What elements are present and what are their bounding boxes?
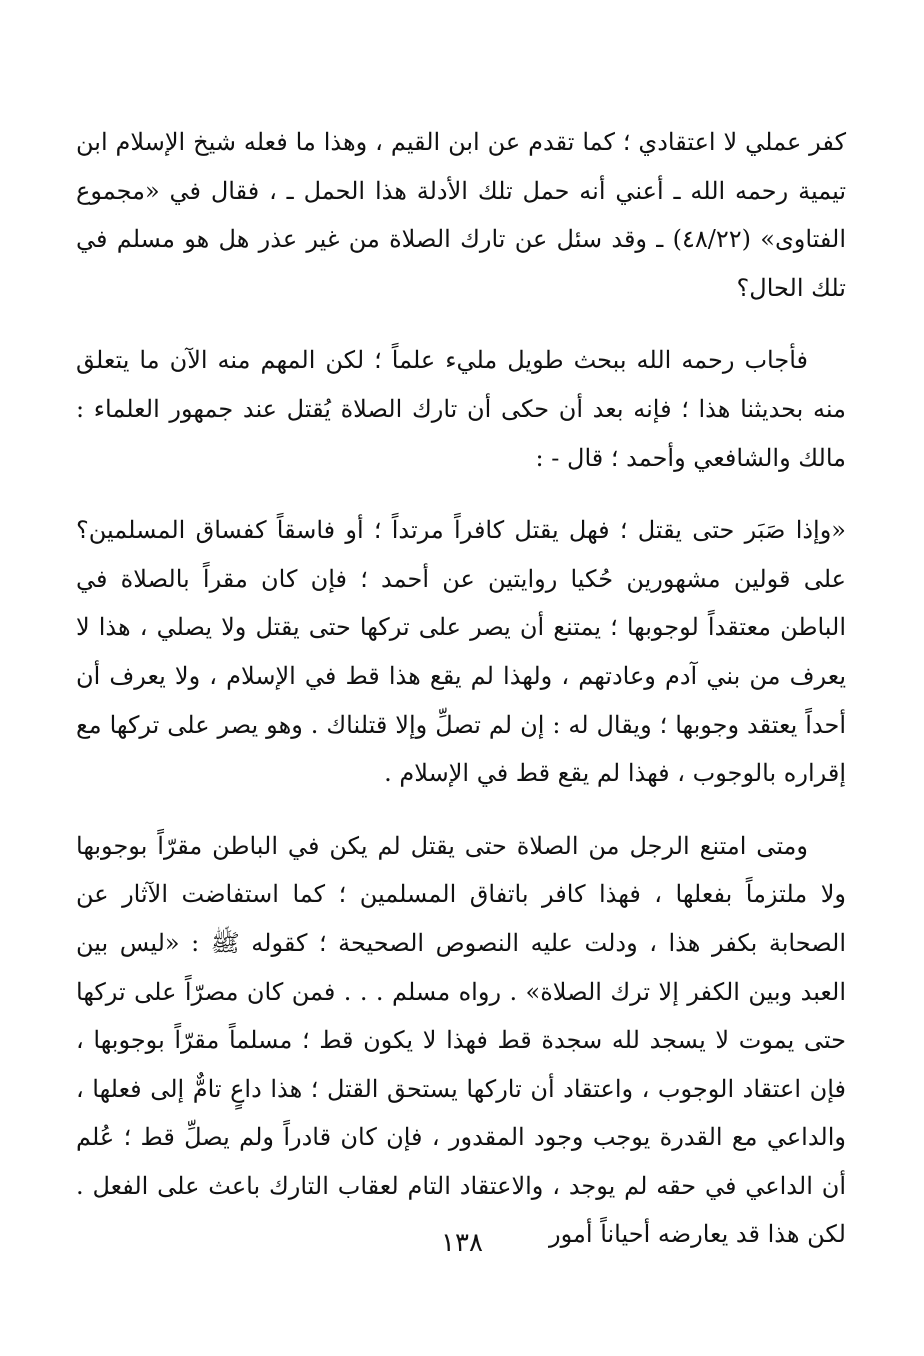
paragraph-3-quote: «وإذا صَبَر حتى يقتل ؛ فهل يقتل كافراً مرتداً ؛ أو فاسقاً كفساق المسلمين؟ على قولين مشهورين حُكيا روايتين عن أحمد ؛ فإن كان مقراً بالصلاة في الباطن معتقداً لوجوبها ؛ يمتنع أن يصر على تركها حتى يقتل ولا يصلي ، هذا لا يعرف من بني آدم وعادتهم ، ولهذا لم يقع هذا قط في الإسلام ، ولا يعرف أن أحداً يعتقد وجوبها ؛ ويقال له : إن لم تصلِّ وإلا قتلناك . وهو يصر على تركها مع إقراره بالوجوب ، فهذا لم يقع قط في الإسلام . <box>76 516 846 788</box>
paragraph-1: كفر عملي لا اعتقادي ؛ كما تقدم عن ابن القيم ، وهذا ما فعله شيخ الإسلام ابن تيمية رحمه الله ـ أعني أنه حمل تلك الأدلة هذا الحمل ـ ، فقال في «مجموع الفتاوى» (٤٨/٢٢) ـ وقد سئل عن تارك الصلاة من غير عذر هل هو مسلم في تلك الحال؟ <box>76 128 846 302</box>
paragraph-2: فأجاب رحمه الله ببحث طويل مليء علماً ؛ لكن المهم منه الآن ما يتعلق منه بحديثنا هذا ؛ فإنه بعد أن حكى أن تارك الصلاة يُقتل عند جمهور العلماء : مالك والشافعي وأحمد ؛ قال - : <box>76 346 846 472</box>
page-body <box>76 118 846 1283</box>
page-number: ١٣٨ <box>441 1228 483 1258</box>
paragraph-4: ومتى امتنع الرجل من الصلاة حتى يقتل لم يكن في الباطن مقرّاً بوجوبها ولا ملتزماً بفعلها ، فهذا كافر باتفاق المسلمين ؛ كما استفاضت الآثار عن الصحابة بكفر هذا ، ودلت عليه النصوص الصحيحة ؛ كقوله ﷺ : «ليس بين العبد وبين الكفر إلا ترك الصلاة» . رواه مسلم . . . فمن كان مصرّاً على تركها حتى يموت لا يسجد لله سجدة قط فهذا لا يكون قط ؛ مسلماً مقرّاً بوجوبها ، فإن اعتقاد الوجوب ، واعتقاد أن تاركها يستحق القتل ؛ هذا داعٍ تامٌّ إلى فعلها ، والداعي مع القدرة يوجب وجود المقدور ، فإن كان قادراً ولم يصلِّ قط ؛ عُلم أن الداعي في حقه لم يوجد ، والاعتقاد التام لعقاب التارك باعث على الفعل . لكن هذا قد يعارضه أحياناً أمور <box>76 831 847 1249</box>
